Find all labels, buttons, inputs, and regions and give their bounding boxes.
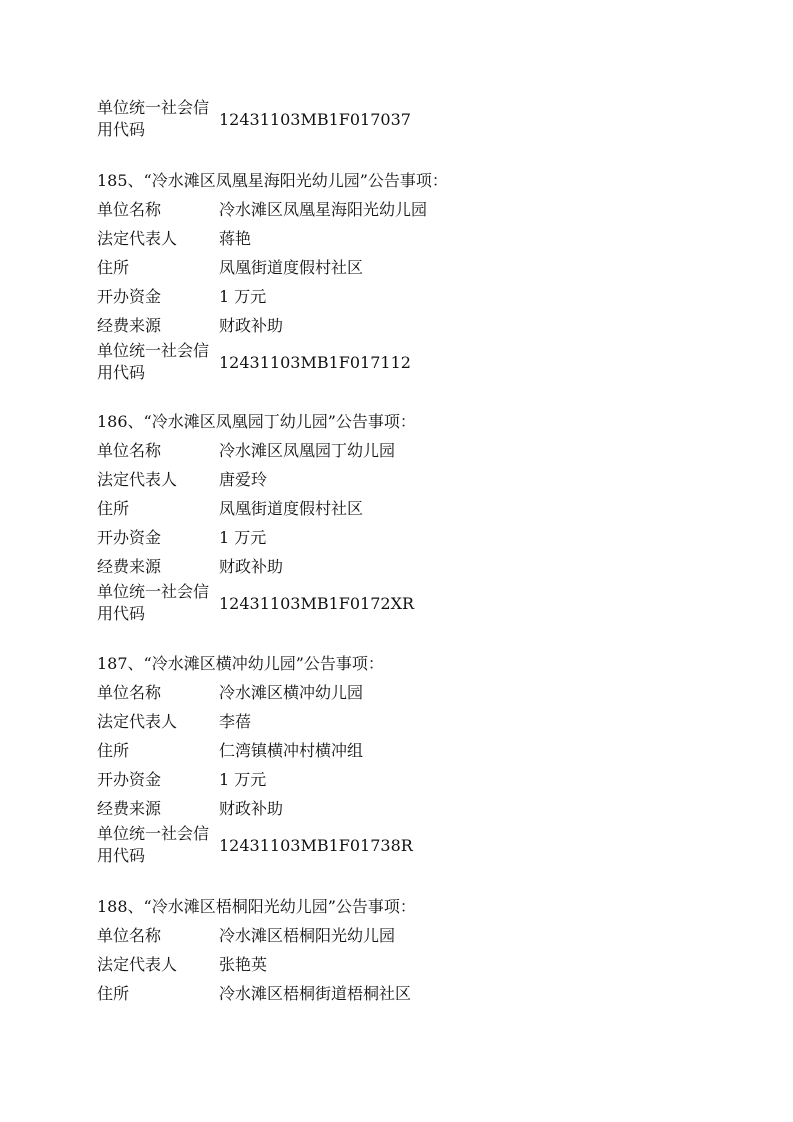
section-heading: 187、“冷水滩区横冲幼儿园”公告事项： xyxy=(97,654,384,673)
field-label xyxy=(97,581,219,625)
announcement-section xyxy=(97,892,697,1008)
field-label: 法定代表人 xyxy=(97,712,178,731)
field-label: 法定代表人 xyxy=(97,470,178,489)
field-row xyxy=(97,921,697,950)
field-label: 单位名称 xyxy=(97,441,162,460)
field-value: 1 万元 xyxy=(219,528,267,547)
field-row xyxy=(97,736,697,765)
field-label xyxy=(97,340,219,384)
field-label: 开办资金 xyxy=(97,287,162,306)
field-value: 12431103MB1F0172XR xyxy=(219,593,415,613)
field-row xyxy=(97,436,697,465)
field-label: 单位名称 xyxy=(97,683,162,702)
field-value: 财政补助 xyxy=(219,557,284,576)
label-line: 单位统一社会信 xyxy=(97,341,210,360)
field-value: 李蓓 xyxy=(219,712,252,731)
announcement-section xyxy=(97,166,697,384)
field-label: 开办资金 xyxy=(97,528,162,547)
field-row xyxy=(97,552,697,581)
field-label: 单位名称 xyxy=(97,200,162,219)
field-label: 住所 xyxy=(97,741,130,760)
field-value: 财政补助 xyxy=(219,799,284,818)
field-row xyxy=(97,794,697,823)
credit-code-row xyxy=(97,340,697,384)
field-value: 蒋艳 xyxy=(219,229,252,248)
field-label: 法定代表人 xyxy=(97,229,178,248)
label-line: 用代码 xyxy=(97,363,146,382)
credit-code-row xyxy=(97,823,697,867)
field-label xyxy=(97,823,219,867)
field-row xyxy=(97,465,697,494)
field-value: 冷水滩区横冲幼儿园 xyxy=(219,683,364,702)
label-line: 用代码 xyxy=(97,120,146,139)
field-value: 冷水滩区凤凰星海阳光幼儿园 xyxy=(219,200,428,219)
section-heading: 188、“冷水滩区梧桐阳光幼儿园”公告事项： xyxy=(97,897,416,916)
field-label: 经费来源 xyxy=(97,799,162,818)
field-row xyxy=(97,195,697,224)
credit-code-row xyxy=(97,581,697,625)
field-label: 开办资金 xyxy=(97,770,162,789)
field-row xyxy=(97,224,697,253)
label-line: 单位统一社会信 xyxy=(97,582,210,601)
label-line: 单位统一社会信 xyxy=(97,98,210,117)
field-row xyxy=(97,979,697,1008)
field-row xyxy=(97,494,697,523)
field-value: 仁湾镇横冲村横冲组 xyxy=(219,741,364,760)
field-value: 张艳英 xyxy=(219,955,268,974)
label-line: 用代码 xyxy=(97,846,146,865)
field-value: 唐爱玲 xyxy=(219,470,268,489)
field-label: 住所 xyxy=(97,984,130,1003)
field-row xyxy=(97,707,697,736)
field-value: 12431103MB1F017112 xyxy=(219,352,411,372)
field-value: 1 万元 xyxy=(219,770,267,789)
field-label: 单位名称 xyxy=(97,926,162,945)
field-row xyxy=(97,282,697,311)
field-label: 法定代表人 xyxy=(97,955,178,974)
section-heading: 186、“冷水滩区凤凰园丁幼儿园”公告事项： xyxy=(97,412,416,431)
field-row xyxy=(97,950,697,979)
field-value: 冷水滩区梧桐阳光幼儿园 xyxy=(219,926,396,945)
field-label: 住所 xyxy=(97,499,130,518)
section-heading: 185、“冷水滩区凤凰星海阳光幼儿园”公告事项： xyxy=(97,171,448,190)
field-row xyxy=(97,253,697,282)
field-value: 凤凰街道度假村社区 xyxy=(219,499,364,518)
field-value: 冷水滩区梧桐街道梧桐社区 xyxy=(219,984,412,1003)
field-row xyxy=(97,311,697,340)
field-value: 冷水滩区凤凰园丁幼儿园 xyxy=(219,441,396,460)
field-row xyxy=(97,765,697,794)
field-value: 12431103MB1F01738R xyxy=(219,835,413,855)
field-label: 经费来源 xyxy=(97,557,162,576)
announcement-section xyxy=(97,649,697,867)
field-value: 财政补助 xyxy=(219,316,284,335)
label-line: 单位统一社会信 xyxy=(97,824,210,843)
field-value: 1 万元 xyxy=(219,287,267,306)
field-label: 住所 xyxy=(97,258,130,277)
previous-entry-fragment xyxy=(97,97,697,141)
credit-code-row xyxy=(97,97,697,141)
field-value: 12431103MB1F017037 xyxy=(219,109,411,129)
field-label: 经费来源 xyxy=(97,316,162,335)
field-row xyxy=(97,678,697,707)
announcement-section xyxy=(97,407,697,625)
field-value: 凤凰街道度假村社区 xyxy=(219,258,364,277)
field-label xyxy=(97,97,219,141)
field-row xyxy=(97,523,697,552)
label-line: 用代码 xyxy=(97,604,146,623)
